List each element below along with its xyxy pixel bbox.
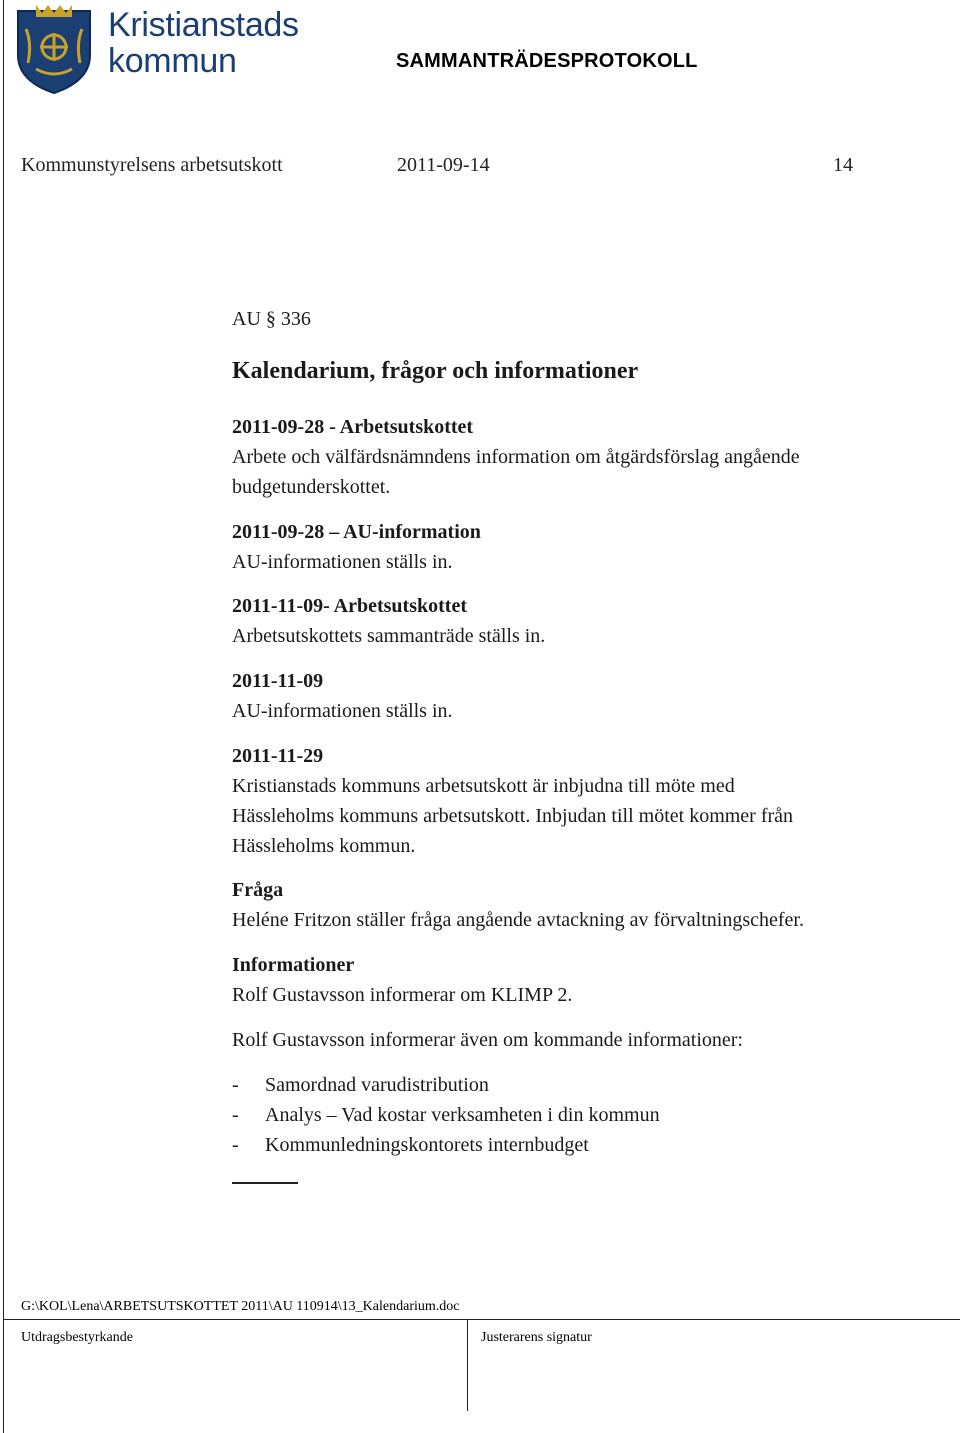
entry-text: AU-informationen ställs in. — [232, 700, 453, 722]
entry-text: Heléne Fritzon ställer fråga angående avtackning av förvaltningschefer. — [232, 909, 804, 931]
entry-heading: 2011-11-09 — [232, 670, 324, 692]
entry — [232, 950, 932, 1010]
entry — [232, 591, 932, 651]
brand-wordmark — [108, 8, 299, 78]
adjuster-signature-label: Justerarens signatur — [481, 1330, 592, 1345]
entry — [232, 741, 932, 861]
coat-of-arms-icon — [14, 3, 94, 95]
entry-heading: 2011-11-09- Arbetsutskottet — [232, 595, 467, 617]
entry-text: AU-informationen ställs in. — [232, 551, 453, 573]
list-item — [232, 1100, 660, 1130]
section-title: Kalendarium, frågor och informationer — [232, 358, 639, 384]
entry-text: Arbetsutskottets sammanträde ställs in. — [232, 625, 546, 647]
entry-heading: 2011-09-28 - Arbetsutskottet — [232, 416, 474, 438]
entry-heading: 2011-11-29 — [232, 745, 324, 767]
entry — [232, 666, 932, 726]
list-item-text: Samordnad varudistribution — [265, 1074, 489, 1096]
entry-text: Arbete och välfärdsnämndens information om åtgärdsförslag angående — [232, 446, 800, 468]
footer-divider-horizontal — [3, 1319, 960, 1320]
committee-name: Kommunstyrelsens arbetsutskott — [21, 154, 283, 176]
list-item-text: Kommunledningskontorets internbudget — [265, 1134, 589, 1156]
file-path: G:\KOL\Lena\ARBETSUTSKOTTET 2011\AU 110914\13_Kalendarium.doc — [21, 1299, 460, 1314]
list-item — [232, 1070, 660, 1100]
upcoming-intro: Rolf Gustavsson informerar även om kommande informationer: — [232, 1029, 743, 1051]
upcoming-list — [232, 1070, 660, 1160]
entry-heading: Informationer — [232, 954, 355, 976]
list-item-text: Analys – Vad kostar verksamheten i din kommun — [265, 1104, 660, 1126]
brand-name-line1: Kristianstads — [108, 6, 299, 44]
page-left-border — [3, 0, 4, 1433]
brand-name-line2: kommun — [108, 42, 237, 80]
dash-bullet: - — [232, 1104, 239, 1126]
section-end-rule — [232, 1182, 298, 1184]
dash-bullet: - — [232, 1074, 239, 1096]
entry — [232, 875, 932, 935]
entry — [232, 517, 932, 577]
entry-text: Kristianstads kommuns arbetsutskott är inbjudna till möte med — [232, 775, 735, 797]
footer-divider-vertical — [467, 1319, 468, 1411]
entry-text: Hässleholms kommun. — [232, 835, 416, 857]
document-type-title: SAMMANTRÄDESPROTOKOLL — [396, 50, 698, 72]
entry-heading: Fråga — [232, 879, 284, 901]
meeting-date: 2011-09-14 — [397, 154, 490, 176]
page-number: 14 — [833, 154, 853, 176]
list-item — [232, 1130, 660, 1160]
entry-text: Rolf Gustavsson informerar om KLIMP 2. — [232, 984, 573, 1006]
entry-text: Hässleholms kommuns arbetsutskott. Inbjudan till mötet kommer från — [232, 805, 794, 827]
extract-certification-label: Utdragsbestyrkande — [21, 1330, 133, 1345]
entry-heading: 2011-09-28 – AU-information — [232, 521, 481, 543]
section-reference: AU § 336 — [232, 308, 311, 330]
entry-text: budgetunderskottet. — [232, 476, 391, 498]
dash-bullet: - — [232, 1134, 239, 1156]
entry — [232, 412, 932, 502]
